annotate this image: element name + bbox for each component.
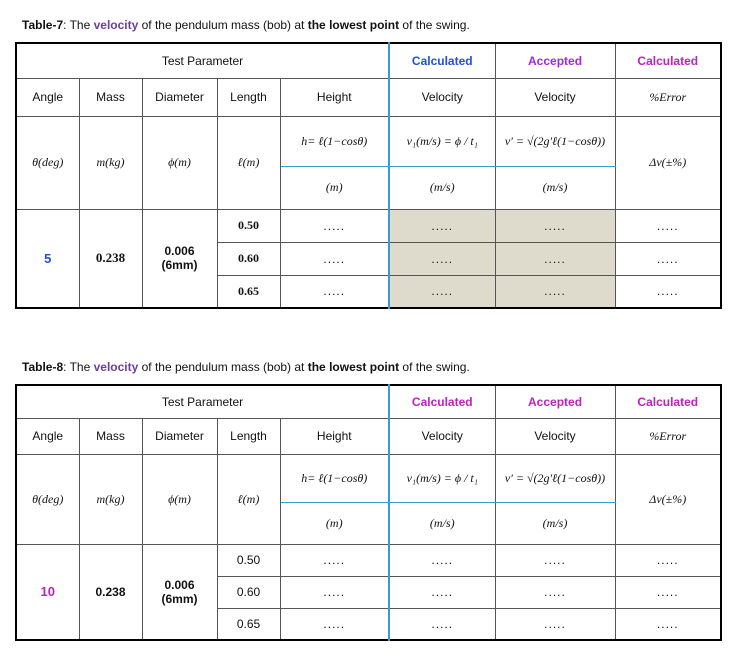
angle-value: 5 [16,209,79,308]
vprime-cell: ..... [495,544,615,576]
velocity-header: Velocity [389,78,495,116]
v1-cell: ..... [389,608,495,640]
caption-velocity-highlight: velocity [93,360,139,374]
vprime-formula: v′ = √(2g′ℓ(1−cosθ)) [495,454,615,502]
vprime-cell: ..... [495,576,615,608]
table-7 [15,42,722,309]
vprime-cell: ..... [495,275,615,308]
length-value: 0.60 [217,576,280,608]
caption-lowest-point: the lowest point [307,360,400,374]
height-cell: ..... [280,209,389,242]
v1-cell: ..... [389,242,495,275]
angle-value: 10 [16,544,79,640]
diameter-value: 0.006 (6mm) [142,544,217,640]
mass-header: Mass [79,78,142,116]
accepted-velocity-header: Velocity [495,418,615,454]
height-cell: ..... [280,242,389,275]
calculated-error-header: Calculated [615,385,721,418]
mass-value: 0.238 [79,544,142,640]
height-header: Height [280,78,389,116]
diameter-value: 0.006 (6mm) [142,209,217,308]
v1-cell: ..... [389,209,495,242]
height-formula: h= ℓ(1−cosθ) [280,116,389,166]
length-symbol: ℓ(m) [217,454,280,544]
error-cell: ..... [615,576,721,608]
calculated-error-header: Calculated [615,43,721,78]
vprime-formula: v′ = √(2g′ℓ(1−cosθ)) [495,116,615,166]
length-value: 0.60 [217,242,280,275]
length-header: Length [217,78,280,116]
error-cell: ..... [615,275,721,308]
caption-label: Table-8 [22,360,64,374]
v1-unit: (m/s) [389,166,495,209]
angle-symbol: θ(deg) [16,116,79,209]
v1-cell: ..... [389,544,495,576]
length-header: Length [217,418,280,454]
angle-symbol: θ(deg) [16,454,79,544]
mass-header: Mass [79,418,142,454]
vprime-unit: (m/s) [495,502,615,544]
diameter-symbol: ϕ(m) [142,454,217,544]
height-header: Height [280,418,389,454]
table-7-caption: Table-7: The velocity of the pendulum mass (bob) at the lowest point of the swing. [22,18,470,32]
length-value: 0.65 [217,608,280,640]
table-8-caption: Table-8: The velocity of the pendulum mass (bob) at the lowest point of the swing. [22,360,470,374]
accepted-header: Accepted [495,385,615,418]
v1-unit: (m/s) [389,502,495,544]
mass-value: 0.238 [79,209,142,308]
accepted-header: Accepted [495,43,615,78]
calculated-header: Calculated [389,43,495,78]
v1-formula: v₁(m/s) = ϕ / t₁ [389,116,495,166]
height-unit: (m) [280,166,389,209]
diameter-symbol: ϕ(m) [142,116,217,209]
calculated-header: Calculated [389,385,495,418]
length-symbol: ℓ(m) [217,116,280,209]
height-cell: ..... [280,544,389,576]
accepted-velocity-header: Velocity [495,78,615,116]
height-cell: ..... [280,275,389,308]
caption-lowest-point: the lowest point [307,18,400,32]
v1-formula: v₁(m/s) = ϕ / t₁ [389,454,495,502]
v1-cell: ..... [389,576,495,608]
vprime-unit: (m/s) [495,166,615,209]
height-cell: ..... [280,576,389,608]
percent-error-header: %Error [615,78,721,116]
height-unit: (m) [280,502,389,544]
mass-symbol: m(kg) [79,116,142,209]
table-8 [15,384,722,641]
mass-symbol: m(kg) [79,454,142,544]
velocity-header: Velocity [389,418,495,454]
length-value: 0.65 [217,275,280,308]
v1-cell: ..... [389,275,495,308]
error-cell: ..... [615,242,721,275]
delta-v-symbol: Δv(±%) [615,116,721,209]
error-cell: ..... [615,209,721,242]
angle-header: Angle [16,78,79,116]
vprime-cell: ..... [495,608,615,640]
length-value: 0.50 [217,209,280,242]
vprime-cell: ..... [495,209,615,242]
percent-error-header: %Error [615,418,721,454]
error-cell: ..... [615,608,721,640]
vprime-cell: ..... [495,242,615,275]
delta-v-symbol: Δv(±%) [615,454,721,544]
test-parameter-header: Test Parameter [16,43,389,78]
angle-header: Angle [16,418,79,454]
length-value: 0.50 [217,544,280,576]
height-cell: ..... [280,608,389,640]
caption-label: Table-7 [22,18,64,32]
test-parameter-header: Test Parameter [16,385,389,418]
diameter-header: Diameter [142,418,217,454]
caption-velocity-highlight: velocity [93,18,139,32]
error-cell: ..... [615,544,721,576]
height-formula: h= ℓ(1−cosθ) [280,454,389,502]
diameter-header: Diameter [142,78,217,116]
